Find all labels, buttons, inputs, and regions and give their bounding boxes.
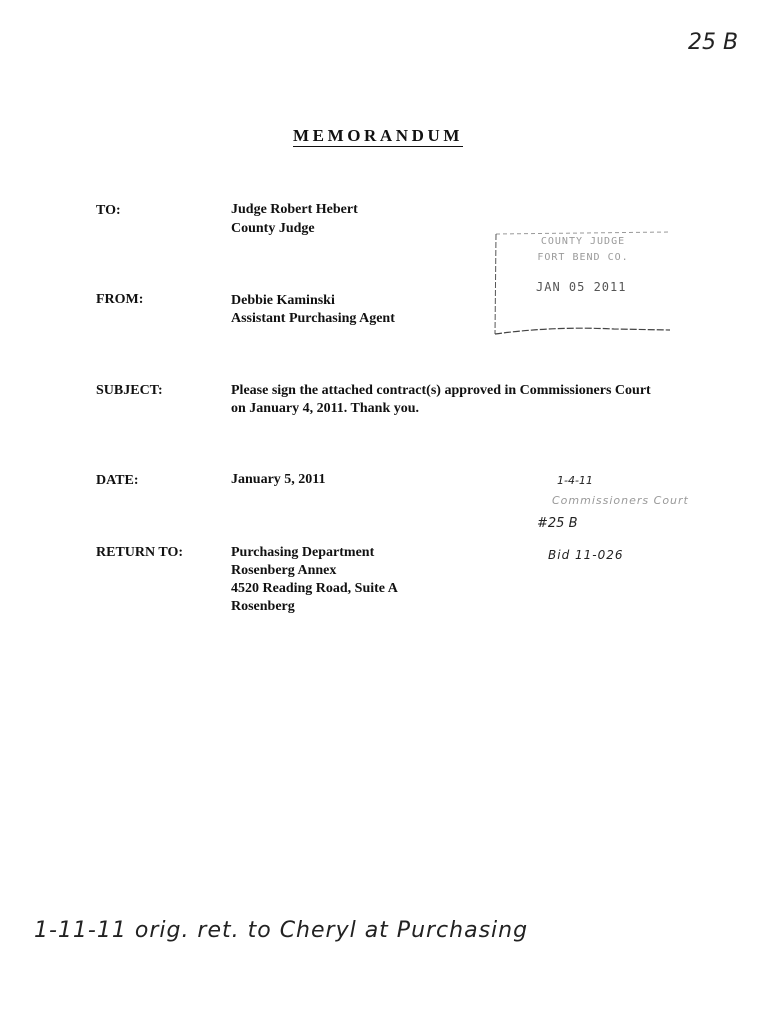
margin-note-date: 1-4-11: [557, 474, 593, 487]
margin-note-bid: Bid 11-026: [548, 548, 624, 562]
stamp-line-1: COUNTY JUDGE: [540, 236, 626, 247]
stamp-line-2: FORT BEND CO.: [537, 252, 629, 263]
stamp-date: JAN 05 2011: [536, 280, 627, 294]
margin-note-item: #25 B: [537, 516, 578, 531]
subject-line-2: on January 4, 2011. Thank you.: [231, 401, 420, 416]
return-to-label: RETURN TO:: [96, 545, 184, 560]
from-title: Assistant Purchasing Agent: [231, 311, 395, 326]
to-title: County Judge: [231, 221, 315, 236]
margin-note-court: Commissioners Court: [552, 494, 689, 507]
return-to-line-3: 4520 Reading Road, Suite A: [231, 581, 398, 596]
handwritten-footer-note: 1-11-11 orig. ret. to Cheryl at Purchasing: [34, 918, 529, 943]
return-to-line-1: Purchasing Department: [231, 545, 375, 560]
handwritten-page-number: 25 B: [688, 30, 739, 55]
from-name: Debbie Kaminski: [231, 293, 335, 308]
date-label: DATE:: [96, 473, 139, 488]
subject-label: SUBJECT:: [96, 383, 163, 398]
to-name: Judge Robert Hebert: [231, 202, 358, 217]
memo-title: MEMORANDUM: [293, 126, 464, 145]
subject-line-1: Please sign the attached contract(s) approved in Commissioners Court: [231, 383, 651, 398]
date-value: January 5, 2011: [231, 472, 326, 487]
return-to-line-2: Rosenberg Annex: [231, 563, 337, 578]
received-stamp: [494, 230, 672, 336]
from-label: FROM:: [96, 292, 144, 307]
return-to-line-4: Rosenberg: [231, 599, 295, 614]
to-label: TO:: [96, 203, 121, 218]
